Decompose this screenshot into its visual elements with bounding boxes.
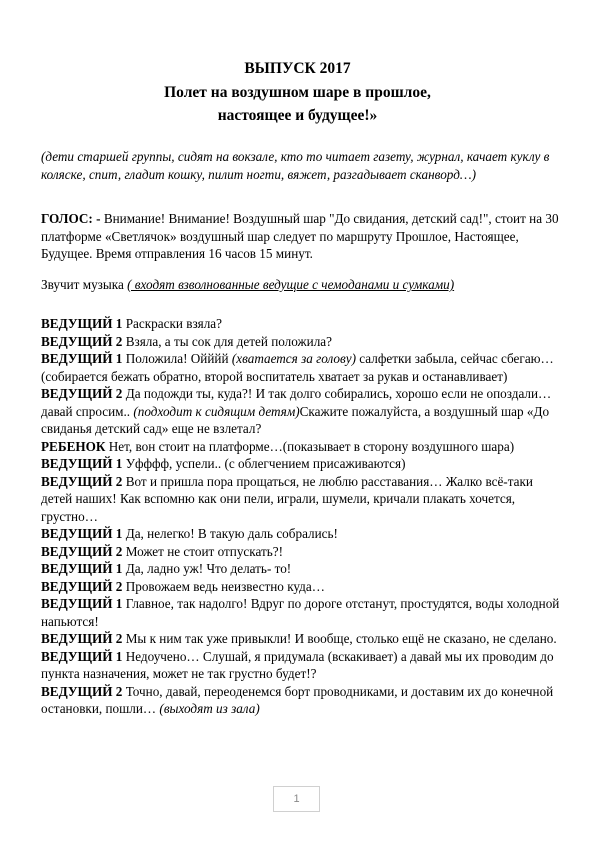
speaker-name: ВЕДУЩИЙ 2: [41, 333, 123, 349]
dialog-line: [41, 315, 561, 333]
dialog-line: [41, 455, 561, 473]
spoken-text: Положила! Ойййй: [122, 351, 232, 366]
speaker-name: ВЕДУЩИЙ 1: [41, 561, 123, 576]
speaker-name: ВЕДУЩИЙ 2: [41, 543, 123, 559]
spoken-text: Главное, так надолго! Вдруг по дороге отстанут, простудятся, воды холодной напьются!: [41, 596, 560, 629]
spoken-text: Взяла, а ты сок для детей положила?: [122, 333, 332, 349]
stage-direction: (выходят из зала): [159, 701, 260, 716]
spoken-text: Провожаем ведь неизвестно куда…: [122, 578, 325, 594]
dialog-line: [41, 385, 561, 438]
stage-direction: (хватается за голову): [231, 351, 356, 366]
spoken-text: Вот и пришла пора прощаться, не люблю расставания… Жалко всё-таки детей наших! Как вспомню как они пели, играли, шумели, кричали плакать хочется, грустно…: [41, 473, 533, 524]
dialog-line: [41, 543, 561, 561]
dialog-line: [41, 578, 561, 596]
speaker-name: ВЕДУЩИЙ 2: [41, 683, 123, 699]
page-number: 1: [273, 786, 320, 812]
stage-direction-intro: (дети старшей группы, сидят на вокзале, кто то читает газету, журнал, качает куклу в коляске, спит, гладит кошку, пилит ногти, вяжет, разгадывает сканворд…): [41, 149, 550, 182]
speaker-name: ВЕДУЩИЙ 1: [41, 351, 123, 366]
spoken-text: Мы к ним так уже привыкли! И вообще, столько ещё не сказано, не сделано.: [122, 631, 557, 646]
speaker-name: ВЕДУЩИЙ 1: [41, 316, 123, 331]
spoken-text: салфетки забыла, сейчас сбегаю…(собирается бежать обратно, второй воспитатель хватает за рукав и останавливает): [41, 351, 554, 384]
spoken-text: Скажите пожалуйста, а воздушный шар «До свиданья детский сад» еще не взлетал?: [41, 403, 550, 436]
speaker-name: ВЕДУЩИЙ 1: [41, 456, 123, 471]
speaker-name: ВЕДУЩИЙ 2: [41, 473, 123, 489]
issue-title: ВЫПУСК 2017: [244, 60, 351, 77]
script-title-line1: Полет на воздушном шаре в прошлое,: [164, 84, 431, 101]
spoken-text: Может не стоит отпускать?!: [122, 543, 284, 559]
spoken-text: Недоучено… Слушай, я придумала (вскакивает) а давай мы их проводим до пункта назначения, может не так грустно будет!?: [41, 648, 554, 681]
dialog-line: [41, 595, 561, 630]
dialog-line: [41, 560, 561, 578]
spoken-text: Да, нелегко! В такую даль собрались!: [122, 526, 338, 541]
dialog-line: [41, 630, 561, 648]
music-prefix: Звучит музыка: [41, 277, 124, 292]
dialog-line: [41, 350, 561, 385]
voice-announcement: [41, 210, 561, 263]
dialog-line: [41, 473, 561, 526]
dialog-line: [41, 525, 561, 543]
speaker-name: ВЕДУЩИЙ 2: [41, 386, 123, 401]
speaker-name: ВЕДУЩИЙ 1: [41, 648, 123, 664]
music-direction: ( входят взволнованные ведущие с чемоданами и сумками): [127, 277, 455, 292]
spoken-text: Уфффф, успели.. (с облегчением присаживаются): [122, 456, 406, 471]
speaker-name: ВЕДУЩИЙ 2: [41, 631, 123, 646]
dialog-block: [41, 315, 561, 718]
dialog-line: [41, 648, 561, 683]
music-cue: [41, 276, 561, 294]
spoken-text: Да, ладно уж! Что делать- то!: [122, 561, 292, 576]
dialog-line: [41, 683, 561, 718]
spoken-text: Нет, вон стоит на платформе…(показывает в сторону воздушного шара): [105, 438, 515, 454]
dialog-line: [41, 333, 561, 351]
speaker-name: ВЕДУЩИЙ 1: [41, 526, 123, 541]
voice-text: Внимание! Внимание! Воздушный шар "До свидания, детский сад!", стоит на 30 платформе «Светлячок» воздушный шар следует по маршруту Прошлое, Настоящее, Будущее. Время отправления 16 часов 15 минут.: [41, 211, 559, 261]
spoken-text: Да подожди ты, куда?! И так долго собирались, хорошо если не опоздали…давай спросим..: [41, 386, 552, 419]
speaker-name: ВЕДУЩИЙ 2: [41, 578, 123, 594]
spoken-text: Раскраски взяла?: [122, 316, 223, 331]
speaker-name: РЕБЕНОК: [41, 438, 106, 454]
voice-speaker: ГОЛОС: -: [41, 211, 101, 226]
script-title-line2: настоящее и будущее!»: [217, 107, 378, 124]
spoken-text: Точно, давай, переоденемся борт проводниками, и доставим их до конечной остановки, пошли…: [41, 683, 554, 716]
stage-direction: (подходит к сидящим детям): [133, 403, 300, 419]
speaker-name: ВЕДУЩИЙ 1: [41, 596, 123, 611]
dialog-line: [41, 438, 561, 456]
